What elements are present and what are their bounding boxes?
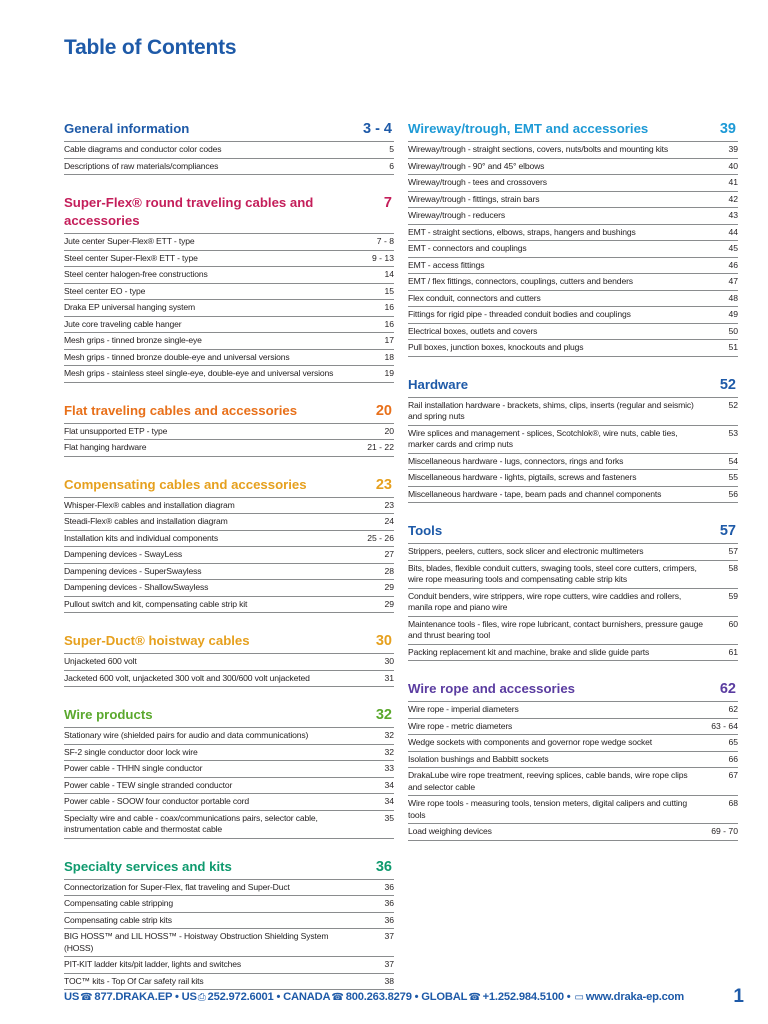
toc-section bbox=[408, 680, 738, 841]
entry-title: Wire rope - imperial diameters bbox=[408, 704, 519, 714]
entry-title: Specialty wire and cable - coax/communications pairs, selector cable, instrumentation cable and thermostat cable bbox=[64, 812, 318, 834]
entry-page-number: 57 bbox=[728, 546, 738, 556]
separator: • bbox=[172, 991, 182, 1003]
us-fax: 252.972.6001 bbox=[207, 991, 274, 1003]
entry-title: Stationary wire (shielded pairs for audio and data communications) bbox=[64, 730, 309, 740]
entry-page-number: 46 bbox=[728, 259, 738, 270]
section-title: General information bbox=[64, 121, 190, 136]
section-title: Wireway/trough, EMT and accessories bbox=[408, 121, 649, 136]
toc-entry[interactable] bbox=[64, 654, 394, 671]
entry-page-number: 6 bbox=[389, 160, 394, 171]
entry-page-number: 30 bbox=[384, 656, 394, 666]
entry-title: Wireway/trough - fittings, strain bars bbox=[408, 193, 540, 204]
toc-entry[interactable] bbox=[408, 208, 738, 225]
section-title: Wire rope and accessories bbox=[408, 681, 576, 696]
entry-title: Bits, blades, flexible conduit cutters, swaging tools, steel core cutters, crimpers, wire rope measuring tools and compensating cable strip kits bbox=[408, 562, 697, 584]
toc-entry[interactable] bbox=[64, 597, 394, 614]
entry-title: Miscellaneous hardware - tape, beam pads and channel components bbox=[408, 488, 662, 499]
toc-entry[interactable] bbox=[408, 589, 738, 617]
entry-title: DrakaLube wire rope treatment, reeving splices, cable bands, wire rope clips and selector cable bbox=[408, 770, 688, 792]
section-page-number: 3 - 4 bbox=[362, 121, 392, 137]
global-label: GLOBAL bbox=[421, 991, 468, 1003]
toc-entry[interactable] bbox=[64, 580, 394, 597]
entry-page-number: 17 bbox=[384, 335, 394, 345]
toc-entry[interactable] bbox=[64, 317, 394, 334]
toc-entry[interactable] bbox=[64, 778, 394, 795]
toc-entry[interactable] bbox=[64, 300, 394, 317]
entry-title: PIT-KIT ladder kits/pit ladder, lights and switches bbox=[64, 959, 242, 969]
entry-title: Flat hanging hardware bbox=[64, 442, 147, 452]
entry-title: Power cable - SOOW four conductor portable cord bbox=[64, 796, 249, 806]
section-heading[interactable] bbox=[64, 120, 394, 142]
entry-page-number: 32 bbox=[384, 746, 394, 757]
section-heading[interactable] bbox=[408, 120, 738, 142]
toc-entry[interactable] bbox=[64, 333, 394, 350]
entry-page-number: 56 bbox=[728, 488, 738, 499]
section-page-number: 36 bbox=[375, 858, 392, 875]
toc-entry[interactable] bbox=[408, 487, 738, 504]
entry-page-number: 48 bbox=[728, 292, 738, 303]
section-heading[interactable] bbox=[408, 680, 738, 702]
entry-page-number: 53 bbox=[728, 427, 738, 438]
entry-page-number: 24 bbox=[384, 516, 394, 526]
toc-entry[interactable] bbox=[64, 728, 394, 745]
entry-title: Steel center halogen-free constructions bbox=[64, 269, 208, 279]
toc-left-column bbox=[64, 120, 394, 1009]
section-heading[interactable] bbox=[64, 194, 394, 234]
separator: • bbox=[411, 991, 422, 1003]
entry-title: Conduit benders, wire strippers, wire rope cutters, wire caddies and rollers, manila rope and piano wire bbox=[408, 590, 682, 612]
entry-page-number: 37 bbox=[384, 931, 394, 941]
entry-title: Mesh grips - tinned bronze single-eye bbox=[64, 335, 202, 345]
toc-entry[interactable] bbox=[64, 564, 394, 581]
toc-entry[interactable] bbox=[408, 470, 738, 487]
toc-entry[interactable] bbox=[408, 274, 738, 291]
entry-title: Maintenance tools - files, wire rope lubricant, contact burnishers, pressure gauge and thrust bearing tool bbox=[408, 618, 703, 640]
entry-page-number: 38 bbox=[384, 975, 394, 986]
entry-page-number: 31 bbox=[384, 672, 394, 683]
entry-title: Installation kits and individual components bbox=[64, 532, 219, 543]
entry-page-number: 29 bbox=[384, 582, 394, 592]
entry-title: Isolation bushings and Babbitt sockets bbox=[408, 753, 549, 764]
entry-title: Compensating cable strip kits bbox=[64, 914, 172, 925]
entry-title: Wire splices and management - splices, Scotchlok®, wire nuts, cable ties, marker cards and crimp nuts bbox=[408, 427, 678, 449]
entry-page-number: 14 bbox=[384, 269, 394, 279]
entry-title: Dampening devices - SuperSwayless bbox=[64, 565, 202, 576]
section-heading[interactable] bbox=[64, 632, 394, 654]
section-heading[interactable] bbox=[64, 858, 394, 880]
entry-title: Draka EP universal hanging system bbox=[64, 302, 196, 312]
entry-page-number: 68 bbox=[728, 798, 738, 808]
entry-title: Wireway/trough - 90° and 45° elbows bbox=[408, 160, 545, 171]
toc-entry[interactable] bbox=[408, 307, 738, 324]
canada-label: CANADA bbox=[283, 991, 331, 1003]
toc-section bbox=[408, 120, 738, 357]
section-title: Compensating cables and accessories bbox=[64, 476, 307, 492]
section-heading[interactable] bbox=[64, 476, 394, 498]
entry-page-number: 18 bbox=[384, 351, 394, 362]
global-phone: +1.252.984.5100 bbox=[482, 991, 564, 1003]
toc-entry[interactable] bbox=[64, 531, 394, 548]
entry-page-number: 27 bbox=[384, 549, 394, 559]
entry-page-number: 36 bbox=[384, 881, 394, 892]
entry-title: Dampening devices - ShallowSwayless bbox=[64, 582, 209, 592]
entry-title: SF-2 single conductor door lock wire bbox=[64, 746, 198, 757]
phone-icon: ☎ bbox=[468, 992, 481, 1003]
entry-page-number: 28 bbox=[384, 565, 394, 576]
section-title: Hardware bbox=[408, 376, 469, 392]
entry-title: EMT - access fittings bbox=[408, 259, 485, 270]
entry-title: Jute core traveling cable hanger bbox=[64, 318, 182, 329]
entry-title: Wireway/trough - straight sections, covers, nuts/bolts and mounting kits bbox=[408, 144, 669, 154]
entry-page-number: 23 bbox=[384, 499, 394, 510]
section-page-number: 23 bbox=[375, 476, 392, 493]
toc-entry[interactable] bbox=[64, 745, 394, 762]
entry-page-number: 21 - 22 bbox=[367, 442, 394, 452]
entry-title: Miscellaneous hardware - lights, pigtails, screws and fasteners bbox=[408, 472, 637, 482]
toc-entry[interactable] bbox=[408, 561, 738, 589]
fax-icon: ⎙ bbox=[197, 992, 206, 1003]
toc-entry[interactable] bbox=[408, 225, 738, 242]
section-page-number: 52 bbox=[719, 376, 736, 393]
section-heading[interactable] bbox=[408, 522, 738, 544]
toc-entry[interactable] bbox=[64, 498, 394, 515]
entry-title: EMT - straight sections, elbows, straps, hangers and bushings bbox=[408, 226, 636, 237]
entry-title: Wireway/trough - tees and crossovers bbox=[408, 177, 547, 187]
entry-title: Pull boxes, junction boxes, knockouts and plugs bbox=[408, 342, 584, 352]
toc-entry[interactable] bbox=[408, 824, 738, 841]
computer-icon: ▭ bbox=[574, 992, 584, 1003]
entry-title: Fittings for rigid pipe - threaded conduit bodies and couplings bbox=[408, 309, 631, 319]
entry-title: Wireway/trough - reducers bbox=[408, 210, 506, 220]
entry-title: Flat unsupported ETP - type bbox=[64, 425, 168, 436]
toc-section bbox=[408, 376, 738, 504]
entry-title: Load weighing devices bbox=[408, 826, 492, 836]
entry-page-number: 62 bbox=[728, 704, 738, 714]
entry-title: Mesh grips - tinned bronze double-eye and universal versions bbox=[64, 351, 290, 362]
section-title: Tools bbox=[408, 523, 443, 538]
entry-page-number: 50 bbox=[728, 325, 738, 336]
toc-entry[interactable] bbox=[64, 284, 394, 301]
entry-page-number: 58 bbox=[728, 562, 738, 573]
entry-title: EMT - connectors and couplings bbox=[408, 243, 527, 253]
entry-page-number: 59 bbox=[728, 590, 738, 601]
section-heading[interactable] bbox=[64, 402, 394, 424]
toc-section bbox=[64, 858, 394, 991]
toc-entry[interactable] bbox=[408, 241, 738, 258]
us-phone: 877.DRAKA.EP bbox=[94, 991, 173, 1003]
entry-title: Electrical boxes, outlets and covers bbox=[408, 325, 538, 336]
entry-title: Miscellaneous hardware - lugs, connectors, rings and forks bbox=[408, 455, 624, 466]
toc-entry[interactable] bbox=[408, 159, 738, 176]
entry-title: Power cable - THHN single conductor bbox=[64, 763, 203, 773]
entry-page-number: 69 - 70 bbox=[711, 826, 738, 836]
entry-page-number: 34 bbox=[384, 796, 394, 806]
entry-page-number: 15 bbox=[384, 285, 394, 296]
entry-page-number: 51 bbox=[728, 342, 738, 352]
section-heading[interactable] bbox=[408, 376, 738, 398]
separator: • bbox=[273, 991, 284, 1003]
toc-entry[interactable] bbox=[408, 719, 738, 736]
entry-title: Mesh grips - stainless steel single-eye, double-eye and universal versions bbox=[64, 368, 334, 378]
toc-section bbox=[408, 522, 738, 661]
us-label: US bbox=[64, 991, 80, 1003]
section-title: Wire products bbox=[64, 707, 153, 722]
toc-entry[interactable] bbox=[64, 440, 394, 457]
entry-page-number: 66 bbox=[728, 753, 738, 764]
entry-title: TOC™ kits - Top Of Car safety rail kits bbox=[64, 975, 204, 986]
section-title: Super-Flex® round traveling cables and accessories bbox=[64, 195, 314, 228]
entry-page-number: 65 bbox=[728, 737, 738, 747]
toc-entry[interactable] bbox=[408, 291, 738, 308]
section-page-number: 62 bbox=[719, 681, 736, 697]
entry-page-number: 43 bbox=[728, 210, 738, 220]
toc-entry[interactable] bbox=[64, 251, 394, 268]
toc-entry[interactable] bbox=[64, 957, 394, 974]
section-page-number: 20 bbox=[375, 402, 392, 419]
toc-entry[interactable] bbox=[408, 796, 738, 824]
separator: • bbox=[563, 991, 574, 1003]
entry-page-number: 54 bbox=[728, 455, 738, 466]
toc-entry[interactable] bbox=[64, 794, 394, 811]
section-heading[interactable] bbox=[64, 706, 394, 728]
section-page-number: 57 bbox=[719, 523, 736, 539]
entry-title: Flex conduit, connectors and cutters bbox=[408, 292, 541, 303]
entry-title: Steel center EO - type bbox=[64, 285, 146, 296]
page-title: Table of Contents bbox=[64, 36, 237, 59]
toc-entry[interactable] bbox=[408, 544, 738, 561]
toc-entry[interactable] bbox=[64, 761, 394, 778]
entry-title: Compensating cable stripping bbox=[64, 898, 174, 908]
entry-page-number: 39 bbox=[728, 144, 738, 154]
toc-entry[interactable] bbox=[64, 811, 394, 839]
entry-page-number: 45 bbox=[728, 243, 738, 253]
entry-title: Unjacketed 600 volt bbox=[64, 656, 137, 666]
section-title: Super-Duct® hoistway cables bbox=[64, 633, 250, 648]
entry-page-number: 61 bbox=[728, 646, 738, 657]
toc-section bbox=[64, 194, 394, 383]
toc-entry[interactable] bbox=[64, 234, 394, 251]
toc-entry[interactable] bbox=[408, 398, 738, 426]
entry-title: Cable diagrams and conductor color codes bbox=[64, 144, 222, 154]
section-page-number: 32 bbox=[375, 707, 392, 723]
entry-page-number: 34 bbox=[384, 779, 394, 790]
entry-title: Dampening devices - SwayLess bbox=[64, 549, 183, 559]
entry-title: EMT / flex fittings, connectors, couplings, cutters and benders bbox=[408, 276, 633, 286]
toc-section bbox=[64, 120, 394, 175]
toc-section bbox=[64, 402, 394, 457]
entry-title: Power cable - TEW single stranded conductor bbox=[64, 779, 233, 790]
toc-entry[interactable] bbox=[408, 142, 738, 159]
entry-page-number: 7 - 8 bbox=[376, 236, 394, 246]
entry-page-number: 44 bbox=[728, 226, 738, 237]
website-link[interactable]: www.draka-ep.com bbox=[585, 991, 685, 1003]
entry-title: Pullout switch and kit, compensating cable strip kit bbox=[64, 598, 248, 609]
entry-title: Steel center Super-Flex® ETT - type bbox=[64, 252, 198, 263]
phone-icon: ☎ bbox=[331, 992, 344, 1003]
entry-page-number: 25 - 26 bbox=[367, 532, 394, 543]
entry-page-number: 40 bbox=[728, 160, 738, 171]
section-page-number: 30 bbox=[375, 633, 392, 649]
us-fax-label: US bbox=[181, 991, 197, 1003]
toc-section bbox=[64, 706, 394, 839]
entry-title: Wire rope - metric diameters bbox=[408, 720, 513, 731]
entry-title: Connectorization for Super-Flex, flat traveling and Super-Duct bbox=[64, 881, 290, 892]
toc-entry[interactable] bbox=[408, 702, 738, 719]
entry-page-number: 16 bbox=[384, 318, 394, 329]
entry-page-number: 5 bbox=[389, 144, 394, 154]
toc-section bbox=[64, 632, 394, 687]
entry-page-number: 36 bbox=[384, 898, 394, 908]
toc-entry[interactable] bbox=[408, 192, 738, 209]
section-title: Specialty services and kits bbox=[64, 858, 232, 874]
entry-title: Steadi-Flex® cables and installation diagram bbox=[64, 516, 228, 526]
canada-phone: 800.263.8279 bbox=[345, 991, 412, 1003]
entry-page-number: 55 bbox=[728, 472, 738, 482]
toc-entry[interactable] bbox=[64, 142, 394, 159]
entry-title: BIG HOSS™ and LIL HOSS™ - Hoistway Obstruction Shielding System (HOSS) bbox=[64, 931, 329, 953]
toc-entry[interactable] bbox=[408, 735, 738, 752]
entry-page-number: 52 bbox=[728, 399, 738, 410]
toc-entry[interactable] bbox=[64, 350, 394, 367]
toc-entry[interactable] bbox=[408, 426, 738, 454]
toc-entry[interactable] bbox=[408, 752, 738, 769]
entry-title: Rail installation hardware - brackets, shims, clips, inserts (regular and seismic) and spring nuts bbox=[408, 399, 694, 421]
entry-page-number: 33 bbox=[384, 763, 394, 773]
toc-entry[interactable] bbox=[408, 324, 738, 341]
toc-entry[interactable] bbox=[64, 514, 394, 531]
entry-title: Descriptions of raw materials/compliances bbox=[64, 160, 219, 171]
toc-entry[interactable] bbox=[408, 617, 738, 645]
entry-page-number: 36 bbox=[384, 914, 394, 925]
entry-page-number: 49 bbox=[728, 309, 738, 319]
toc-entry[interactable] bbox=[64, 896, 394, 913]
entry-title: Strippers, peelers, cutters, sock slicer and electronic multimeters bbox=[408, 546, 644, 556]
toc-entry[interactable] bbox=[408, 340, 738, 357]
toc-entry[interactable] bbox=[408, 645, 738, 662]
entry-page-number: 67 bbox=[728, 770, 738, 780]
entry-page-number: 20 bbox=[384, 425, 394, 436]
entry-page-number: 47 bbox=[728, 276, 738, 286]
entry-page-number: 35 bbox=[384, 812, 394, 823]
phone-icon: ☎ bbox=[80, 992, 93, 1003]
entry-page-number: 9 - 13 bbox=[372, 252, 394, 263]
entry-page-number: 37 bbox=[384, 959, 394, 969]
toc-entry[interactable] bbox=[64, 424, 394, 441]
toc-entry[interactable] bbox=[64, 929, 394, 957]
toc-entry[interactable] bbox=[64, 671, 394, 688]
entry-title: Jute center Super-Flex® ETT - type bbox=[64, 236, 195, 246]
entry-page-number: 29 bbox=[384, 598, 394, 609]
entry-page-number: 60 bbox=[728, 618, 738, 629]
entry-page-number: 63 - 64 bbox=[711, 720, 738, 731]
toc-entry[interactable] bbox=[408, 175, 738, 192]
contact-line bbox=[64, 991, 684, 1003]
toc-entry[interactable] bbox=[64, 366, 394, 383]
section-title: Flat traveling cables and accessories bbox=[64, 402, 298, 418]
entry-title: Wedge sockets with components and governor rope wedge socket bbox=[408, 737, 653, 747]
entry-page-number: 42 bbox=[728, 193, 738, 204]
toc-entry[interactable] bbox=[64, 547, 394, 564]
entry-page-number: 41 bbox=[728, 177, 738, 187]
toc-entry[interactable] bbox=[64, 913, 394, 930]
entry-title: Whisper-Flex® cables and installation diagram bbox=[64, 499, 235, 510]
entry-page-number: 32 bbox=[384, 730, 394, 740]
toc-entry[interactable] bbox=[64, 159, 394, 176]
toc-entry[interactable] bbox=[64, 880, 394, 897]
page-number: 1 bbox=[733, 986, 744, 1007]
toc-entry[interactable] bbox=[408, 258, 738, 275]
entry-title: Wire rope tools - measuring tools, tension meters, digital calipers and cutting tools bbox=[408, 798, 688, 820]
toc-entry[interactable] bbox=[408, 454, 738, 471]
footer bbox=[64, 986, 744, 1008]
entry-page-number: 19 bbox=[384, 368, 394, 378]
toc-section bbox=[64, 476, 394, 614]
toc-entry[interactable] bbox=[64, 267, 394, 284]
section-page-number: 7 bbox=[383, 195, 392, 211]
toc-entry[interactable] bbox=[408, 768, 738, 796]
section-page-number: 39 bbox=[719, 121, 736, 137]
entry-title: Jacketed 600 volt, unjacketed 300 volt and 300/600 volt unjacketed bbox=[64, 672, 310, 683]
toc-right-column bbox=[408, 120, 738, 860]
entry-page-number: 16 bbox=[384, 302, 394, 312]
entry-title: Packing replacement kit and machine, brake and slide guide parts bbox=[408, 646, 650, 657]
